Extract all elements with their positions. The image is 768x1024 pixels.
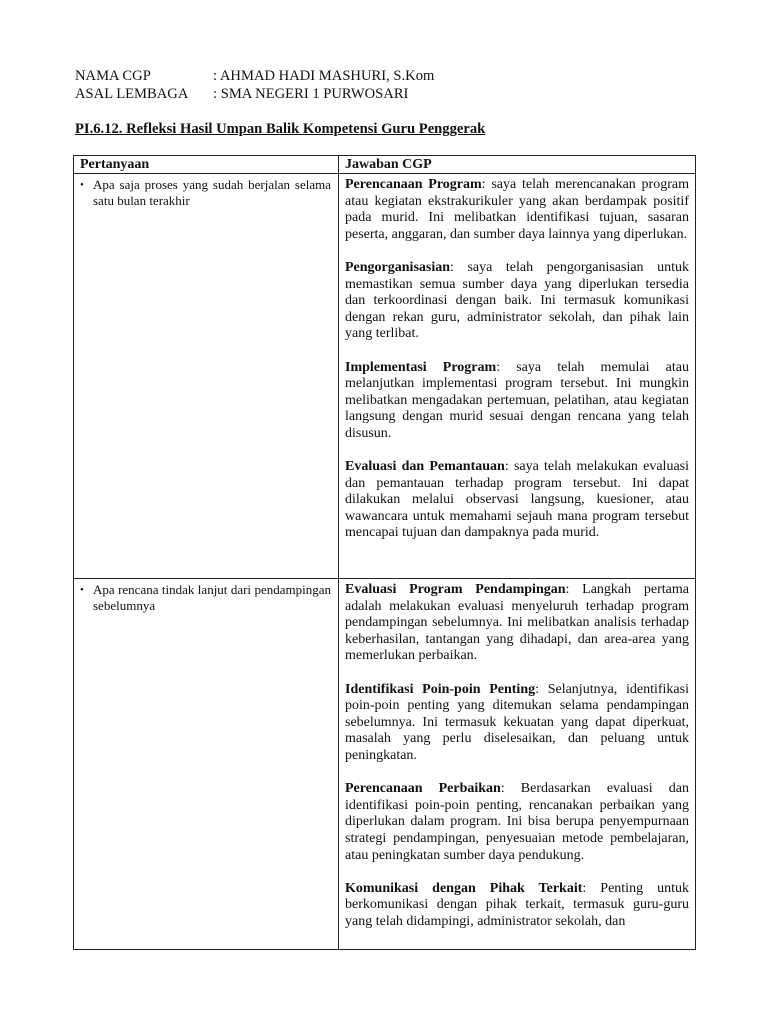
column-header-answer: Jawaban CGP [339,156,696,174]
answer-cell [339,174,696,579]
identity-block [75,67,434,103]
answer-text: : saya telah merencanakan program atau kegiatan ekstrakurikuler yang akan berdampak positif pada murid. Ini melibatkan identifikasi tujuan, sasaran peserta, anggaran, dan sumber daya lainnya yang diperlukan. [345,177,689,242]
answer-heading: Perencanaan Perbaikan [345,781,501,797]
nama-label: NAMA CGP [75,68,151,84]
lembaga-row [75,85,434,103]
answer-paragraph [345,459,689,542]
answer-text: : Langkah pertama adalah melakukan evaluasi menyeluruh terhadap program pendampingan sebelumnya. Ini melibatkan analisis terhadap keberhasilan, tantangan yang dihadapi, dan area-area yang memerlukan perbaikan. [345,582,689,664]
answer-paragraph [345,781,689,864]
answer-paragraph [345,582,689,665]
answer-heading: Komunikasi dengan Pihak Terkait [345,880,583,896]
lembaga-label: ASAL LEMBAGA [75,86,189,102]
column-header-question: Pertanyaan [74,156,339,174]
answer-heading: Evaluasi Program Pendampingan [345,582,566,597]
nama-value: : AHMAD HADI MASHURI, S.Kom [213,68,435,84]
nama-row [75,67,434,85]
question-cell [74,174,339,579]
answer-text: : Selanjutnya, identifikasi poin-poin penting yang ditemukan selama pendampingan sebelumnya. Ini termasuk kekuatan yang dapat diperkuat, masalah yang perlu diselesaikan, dan peluang untuk peningkatan. [345,681,689,763]
answer-paragraph [345,682,689,765]
answer-paragraph [345,360,689,443]
answer-heading: Evaluasi dan Pemantauan [345,459,505,475]
question-text: Apa rencana tindak lanjut dari pendampingan sebelumnya [93,582,331,613]
bullet-icon: • [80,179,84,191]
answer-heading: Implementasi Program [345,359,497,375]
answer-paragraph [345,177,689,243]
answer-heading: Pengorganisasian [345,259,451,275]
answer-paragraph [345,260,689,343]
answer-text: : saya telah melakukan evaluasi dan pemantauan terhadap program tersebut. Ini dapat dilakukan melalui observasi langsung, kuesioner, atau wawancara untuk memahami sejauh mana program tersebut mencapai tujuan dan dampaknya pada murid. [345,459,689,541]
question-cell [74,579,339,950]
table-row [74,174,696,579]
table-row [74,579,696,950]
answer-heading: Perencanaan Program [345,177,482,192]
lembaga-value: : SMA NEGERI 1 PURWOSARI [213,86,409,102]
reflection-table [73,155,696,950]
bullet-icon: • [80,584,84,596]
question-text: Apa saja proses yang sudah berjalan selama satu bulan terakhir [93,177,331,208]
document-title: PI.6.12. Refleksi Hasil Umpan Balik Kompetensi Guru Penggerak [75,121,486,137]
answer-heading: Identifikasi Poin-poin Penting [345,681,536,697]
answer-text: : saya telah pengorganisasian untuk memastikan semua sumber daya yang diperlukan tersedia dan terkoordinasi dengan baik. Ini termasuk komunikasi dengan rekan guru, administrator sekolah, dan pihak lain yang terlibat. [345,259,689,342]
answer-text: : Penting untuk berkomunikasi dengan pihak terkait, termasuk guru-guru yang telah didampingi, administrator sekolah, dan [345,880,689,929]
answer-cell [339,579,696,950]
table-header-row [74,156,696,174]
answer-paragraph [345,881,689,931]
answer-text: : Berdasarkan evaluasi dan identifikasi poin-poin penting, rencanakan perbaikan yang diperlukan dalam program. Ini bisa berupa penyempurnaan strategi pendampingan, penyesuaian metode pembelajaran, atau peningkatan sumber daya pendukung. [345,781,689,863]
answer-text: : saya telah memulai atau melanjutkan implementasi program tersebut. Ini mungkin melibatkan mengadakan pertemuan, pelatihan, atau kegiatan langsung dengan murid sesuai dengan rencana yang telah disusun. [345,359,689,441]
